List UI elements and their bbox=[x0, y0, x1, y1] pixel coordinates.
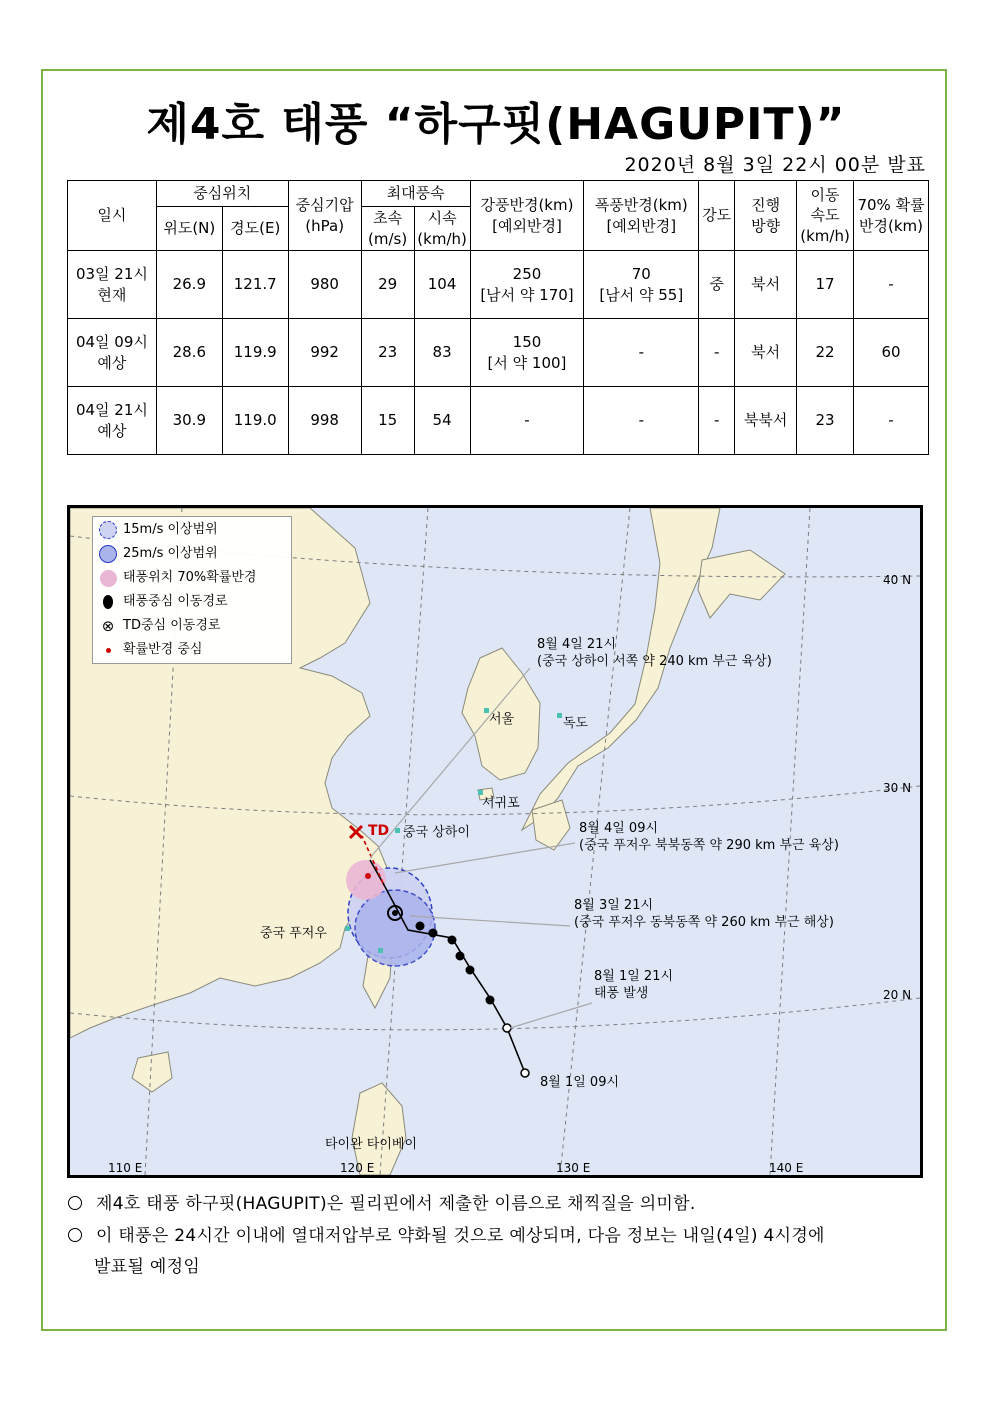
map-legend bbox=[92, 516, 292, 664]
note-1: 제4호 태풍 하구핏(HAGUPIT)은 필리핀에서 제출한 이름으로 채찍질을 의미함. bbox=[68, 1189, 930, 1220]
note-2: 이 태풍은 24시간 이내에 열대저압부로 약화될 것으로 예상되며, 다음 정보는 내일(4일) 4시경에 bbox=[68, 1221, 930, 1252]
pink-circle-icon bbox=[100, 570, 117, 587]
header-lon: 경도(E) bbox=[222, 207, 288, 251]
lat-label-30: 30 N bbox=[883, 781, 912, 795]
lat-label-20: 20 N bbox=[883, 988, 912, 1002]
lat-label-40: 40 N bbox=[883, 573, 912, 587]
place-taipei: 타이완 타이베이 bbox=[325, 1137, 418, 1152]
issued-time: 2020년 8월 3일 22시 00분 발표 bbox=[624, 154, 926, 176]
annotation-aug4-09: 8월 4일 09시 (중국 푸저우 북북동쪽 약 290 km 부근 육상) bbox=[579, 821, 839, 853]
light-circle-icon bbox=[99, 521, 117, 539]
place-shanghai: 중국 상하이 bbox=[403, 825, 470, 840]
header-speed: 이동 속도 (km/h) bbox=[797, 181, 854, 251]
dark-circle-icon bbox=[99, 545, 117, 563]
header-time: 일시 bbox=[68, 181, 157, 251]
legend-item: 확률반경 중심 bbox=[93, 639, 202, 661]
header-storm-radius: 폭풍반경(km) [예외반경] bbox=[584, 181, 699, 251]
lon-label-120: 120 E bbox=[340, 1161, 375, 1175]
lon-label-140: 140 E bbox=[769, 1161, 804, 1175]
td-cross-circle-icon: ⊗ bbox=[101, 616, 115, 635]
lon-label-110: 110 E bbox=[108, 1161, 143, 1175]
place-seoul: 서울 bbox=[489, 712, 515, 727]
table-row: 04일 09시 예상 28.6 119.9 992 23 83 150 [서 약 100] - - 북서 22 60 bbox=[68, 319, 929, 387]
page-title: 제4호 태풍 “하구핏(HAGUPIT)” bbox=[146, 99, 846, 150]
header-prob-radius: 70% 확률 반경(km) bbox=[854, 181, 929, 251]
header-max-wind: 최대풍속 bbox=[361, 181, 470, 207]
typhoon-track-map bbox=[67, 505, 923, 1178]
annotation-aug1-21: 8월 1일 21시 태풍 발생 bbox=[594, 969, 674, 1001]
legend-item: ⊗ TD중심 이동경로 bbox=[101, 616, 221, 635]
place-seogwipo: 서귀포 bbox=[482, 796, 520, 811]
legend-item: 태풍위치 70%확률반경 bbox=[93, 567, 257, 589]
annotation-aug4-21: 8월 4일 21시 (중국 상하이 서쪽 약 240 km 부근 육상) bbox=[537, 637, 772, 669]
header-pressure: 중심기압 (hPa) bbox=[288, 181, 361, 251]
annotation-aug3-21: 8월 3일 21시 (중국 푸저우 동북동쪽 약 260 km 부근 해상) bbox=[574, 898, 834, 930]
note-2-continued: 발표될 예정임 bbox=[94, 1257, 201, 1277]
place-fuzhou: 중국 푸저우 bbox=[260, 926, 327, 941]
typhoon-info-table bbox=[67, 180, 929, 455]
place-dokdo: 독도 bbox=[563, 716, 589, 731]
legend-item: 15m/s 이상범위 bbox=[93, 519, 218, 541]
header-lat: 위도(N) bbox=[156, 207, 222, 251]
header-strong-wind-radius: 강풍반경(km) [예외반경] bbox=[470, 181, 584, 251]
header-wind-ms: 초속 (m/s) bbox=[361, 207, 414, 251]
header-wind-kmh: 시속 (km/h) bbox=[414, 207, 470, 251]
legend-item: 태풍중심 이동경로 bbox=[93, 591, 228, 613]
circle-bullet-icon bbox=[68, 1196, 82, 1210]
header-intensity: 강도 bbox=[699, 181, 735, 251]
table-row: 03일 21시 현재 26.9 121.7 980 29 104 250 [남서 약 170] 70 [남서 약 55] 중 북서 17 - bbox=[68, 251, 929, 319]
legend-item: 25m/s 이상범위 bbox=[93, 543, 218, 565]
header-center-position: 중심위치 bbox=[156, 181, 288, 207]
place-td: TD bbox=[368, 823, 390, 839]
circle-bullet-icon bbox=[68, 1228, 82, 1242]
land-hokkaido bbox=[698, 550, 785, 618]
annotation-aug1-09: 8월 1일 09시 bbox=[540, 1075, 620, 1090]
table-row: 04일 21시 예상 30.9 119.0 998 15 54 - - - 북북서 23 - bbox=[68, 387, 929, 455]
header-direction: 진행 방향 bbox=[735, 181, 797, 251]
red-dot-icon bbox=[106, 648, 111, 653]
typhoon-symbol-icon bbox=[103, 595, 113, 609]
land-hainan bbox=[132, 1052, 172, 1092]
lon-label-130: 130 E bbox=[556, 1161, 591, 1175]
